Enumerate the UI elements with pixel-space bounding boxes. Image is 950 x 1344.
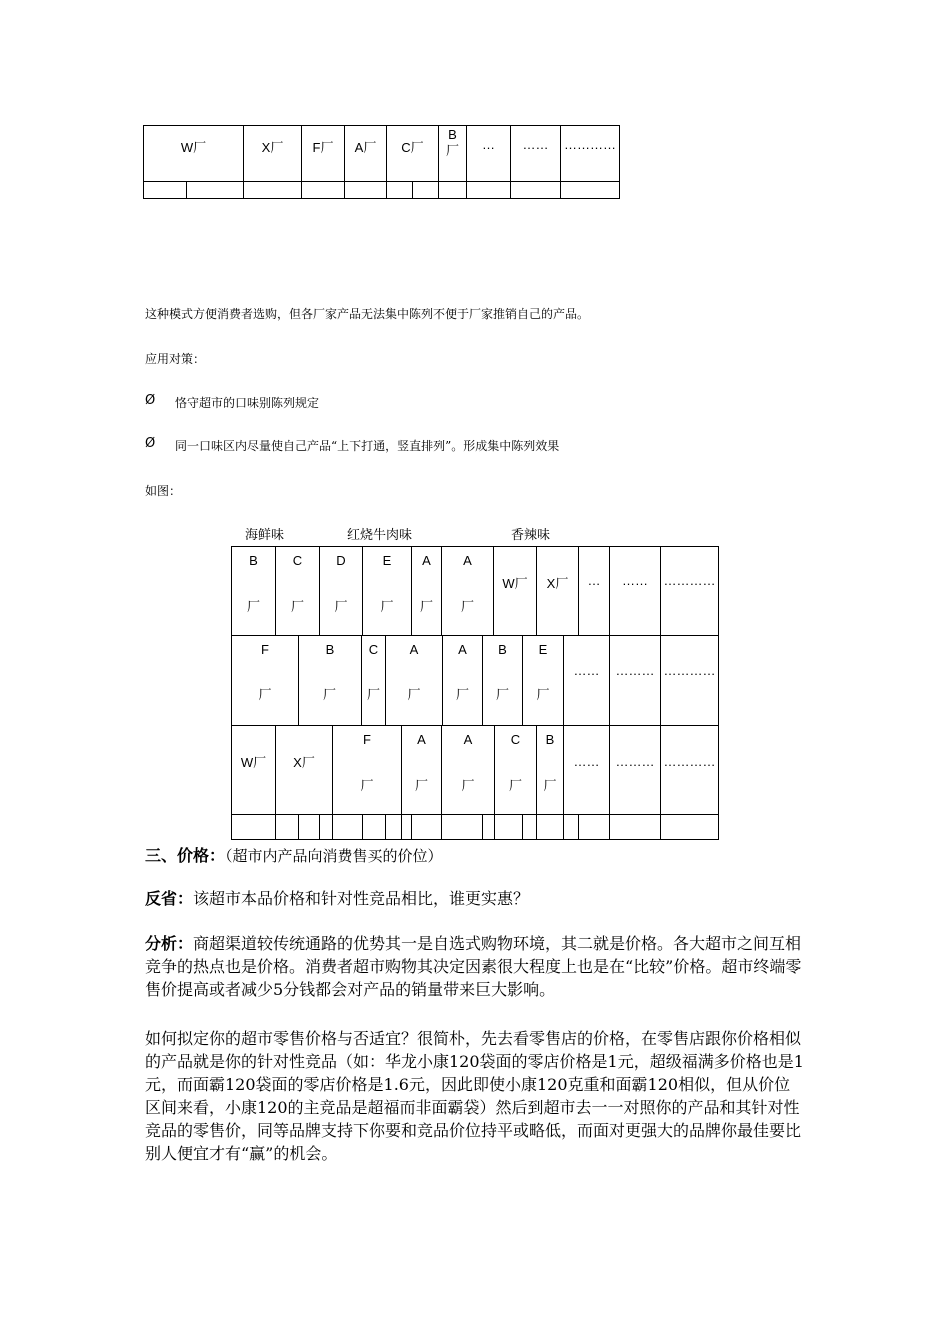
shelf-cell: A 厂 — [441, 725, 495, 815]
shelf-empty-cell — [298, 814, 320, 840]
shelf-cell: … — [578, 546, 610, 636]
shelf-empty-cell — [609, 814, 661, 840]
table-top-header-cell: C厂 — [386, 125, 439, 182]
shelf-cell: …… — [563, 635, 610, 726]
section-heading — [145, 844, 805, 868]
shelf-empty-cell — [536, 814, 564, 840]
bullet-item — [145, 436, 560, 453]
table-top-empty-cell — [243, 181, 302, 199]
shelf-cell: F 厂 — [231, 635, 299, 726]
shelf-empty-cell — [385, 814, 402, 840]
table-top-header-cell: … — [466, 125, 511, 182]
shelf-cell: C 厂 — [361, 635, 386, 726]
shelf-empty-cell — [578, 814, 610, 840]
figure-label: 如图： — [145, 484, 182, 498]
shelf-cell: ………… — [660, 635, 719, 726]
bullet-text: 同一口味区内尽量使自己产品“上下打通，竖直排列”。形成集中陈列效果 — [175, 439, 560, 453]
flavor-label: 红烧牛肉味 — [347, 528, 413, 543]
shelf-cell: E 厂 — [522, 635, 564, 726]
section-title: 三、价格： — [145, 846, 226, 865]
pricing-paragraph: 如何拟定你的超市零售价格与否适宜？很简朴，先去看零售店的价格，在零售店跟你价格相似的产品就是你的针对性竞品（如：华龙小康120袋面的零店价格是1元，超级福满多价格也是1元，而面霸120袋面的零店价格是1.6元，因此即使小康120克重和面霸120相似，但从价位区间来看，小康120的主竞品是超福而非面霸袋）然后到超市去一一对照你的产品和其针对性竞品的零售价，同等品牌支持下你要和竞品价位持平或略低，而面对更强大的品牌你最佳要比别人便宜才有“赢”的机会。 — [145, 1029, 804, 1163]
shelf-cell: …… — [563, 725, 610, 815]
table-top-empty-cell — [344, 181, 387, 199]
table-top-empty-cell — [186, 181, 244, 199]
shelf-cell: D 厂 — [319, 546, 363, 636]
shelf-empty-cell — [362, 814, 386, 840]
shelf-empty-cell — [231, 814, 276, 840]
table-top-header-cell: ………… — [560, 125, 620, 182]
strategy-heading: 应用对策： — [145, 352, 206, 366]
table-top-empty-cell — [386, 181, 413, 199]
shelf-cell: ………… — [660, 725, 719, 815]
shelf-empty-cell — [522, 814, 537, 840]
shelf-empty-cell — [411, 814, 442, 840]
analysis-label: 分析： — [145, 934, 194, 953]
shelf-cell: X厂 — [536, 546, 579, 636]
shelf-cell: A 厂 — [442, 635, 483, 726]
reflect-label: 反省： — [145, 889, 194, 908]
table-top-empty-cell — [560, 181, 620, 199]
shelf-cell: ………… — [660, 546, 719, 636]
bullet-icon: Ø — [145, 393, 156, 408]
shelf-cell: …… — [609, 546, 661, 636]
flavor-label: 香辣味 — [511, 528, 551, 543]
shelf-cell: A 厂 — [385, 635, 443, 726]
shelf-empty-cell — [563, 814, 579, 840]
table-top-header-cell: B 厂 — [438, 125, 467, 182]
shelf-empty-cell — [319, 814, 333, 840]
flavor-label: 海鲜味 — [245, 528, 285, 543]
shelf-cell: B 厂 — [536, 725, 564, 815]
table-top-empty-cell — [301, 181, 345, 199]
shelf-cell: C 厂 — [275, 546, 320, 636]
shelf-cell: A 厂 — [411, 546, 442, 636]
shelf-cell: B 厂 — [482, 635, 523, 726]
shelf-cell: A 厂 — [441, 546, 494, 636]
shelf-cell: B 厂 — [231, 546, 276, 636]
shelf-empty-cell — [660, 814, 719, 840]
table-top-header-cell: A厂 — [344, 125, 387, 182]
table-top-empty-cell — [438, 181, 467, 199]
shelf-cell: W厂 — [231, 725, 276, 815]
table-top-header-cell: F厂 — [301, 125, 345, 182]
shelf-empty-cell — [332, 814, 363, 840]
intro-line: 这种模式方便消费者选购，但各厂家产品无法集中陈列不便于厂家推销自己的产品。 — [145, 307, 590, 321]
shelf-cell: ……… — [609, 635, 661, 726]
shelf-cell: W厂 — [493, 546, 537, 636]
shelf-empty-cell — [275, 814, 299, 840]
shelf-cell: ……… — [609, 725, 661, 815]
table-top-empty-cell — [412, 181, 439, 199]
table-top-header-cell: X厂 — [243, 125, 302, 182]
bullet-text: 恪守超市的口味别陈列规定 — [175, 396, 320, 410]
table-top-header-cell: W厂 — [143, 125, 244, 182]
table-top-header-cell: …… — [510, 125, 561, 182]
shelf-cell: X厂 — [275, 725, 333, 815]
shelf-cell: F 厂 — [332, 725, 402, 815]
reflect-paragraph — [145, 887, 805, 910]
bullet-icon: Ø — [145, 436, 156, 451]
shelf-cell: E 厂 — [362, 546, 412, 636]
shelf-empty-cell — [494, 814, 523, 840]
bullet-item — [145, 393, 320, 410]
analysis-text: 商超渠道较传统通路的优势其一是自选式购物环境，其二就是价格。各大超市之间互相竞争的热点也是价格。消费者超市购物其决定因素很大程度上也是在“比较”价格。超市终端零售价提高或者减少5分钱都会对产品的销量带来巨大影响。 — [145, 934, 802, 999]
shelf-cell: C 厂 — [494, 725, 537, 815]
shelf-cell: A 厂 — [401, 725, 442, 815]
table-top-empty-cell — [510, 181, 561, 199]
analysis-paragraph — [145, 932, 805, 1001]
table-top-empty-cell — [143, 181, 187, 199]
shelf-cell: B 厂 — [298, 635, 362, 726]
table-top-empty-cell — [466, 181, 511, 199]
shelf-empty-cell — [441, 814, 483, 840]
section-note: （超市内产品向消费售买的价位） — [225, 847, 443, 865]
reflect-text: 该超市本品价格和针对性竞品相比，谁更实惠？ — [193, 889, 530, 908]
